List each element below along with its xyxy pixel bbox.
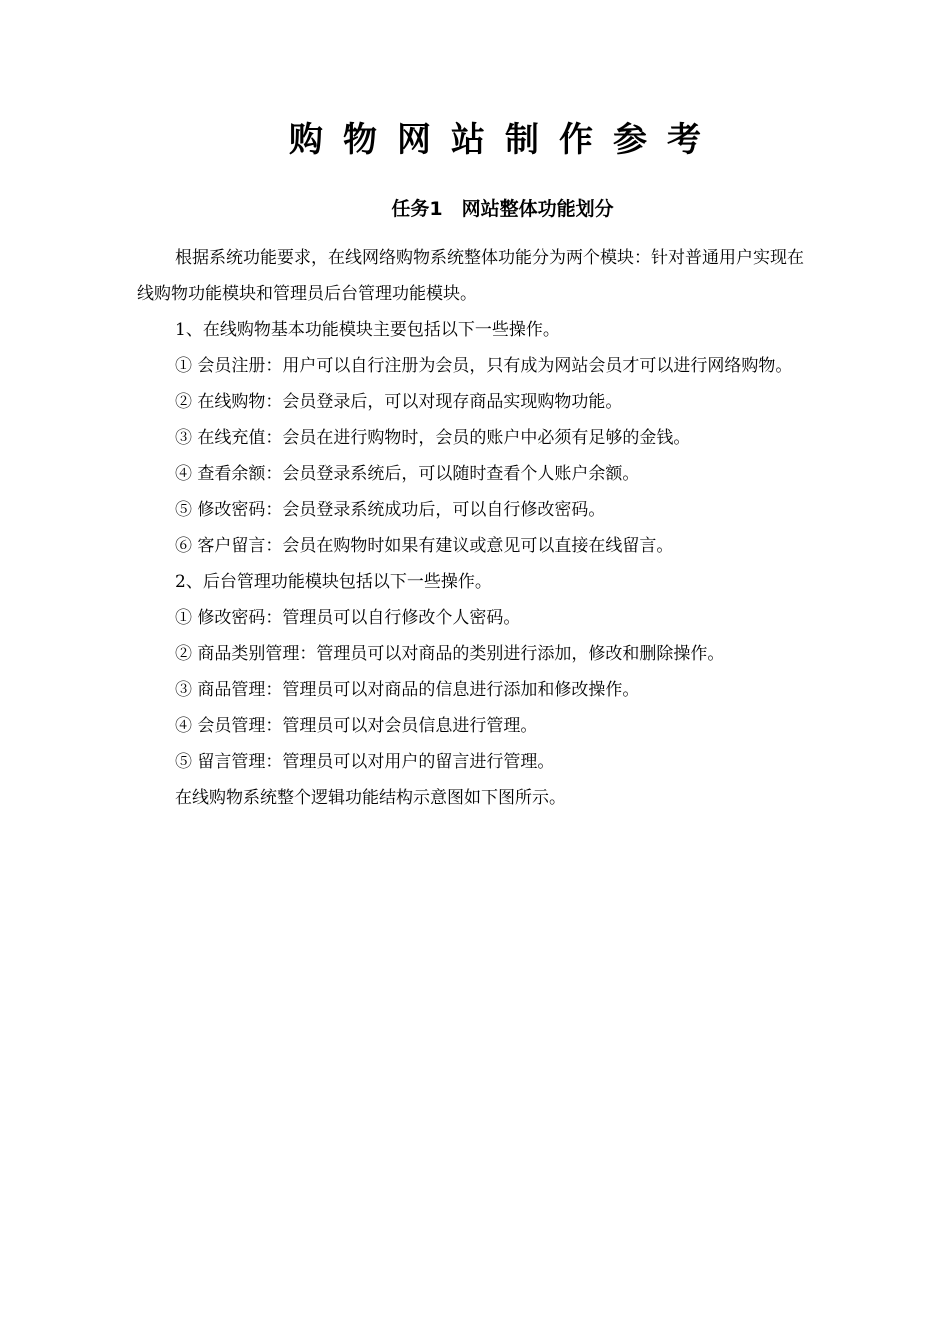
paragraph-diagram-note: 在线购物系统整个逻辑功能结构示意图如下图所示。	[175, 788, 566, 808]
document-title: 购物网站制作参考	[289, 120, 721, 160]
list-item: ③ 商品管理：管理员可以对商品的信息进行添加和修改操作。	[175, 680, 640, 700]
section-title: 任务1 网站整体功能划分	[391, 198, 614, 220]
document-body	[137, 240, 817, 816]
list-item: ① 会员注册：用户可以自行注册为会员，只有成为网站会员才可以进行网络购物。	[175, 356, 793, 376]
list-item: ⑥ 客户留言：会员在购物时如果有建议或意见可以直接在线留言。	[175, 536, 674, 556]
paragraph-module-2-heading: 2、后台管理功能模块包括以下一些操作。	[175, 572, 492, 592]
paragraph-module-1-heading: 1、在线购物基本功能模块主要包括以下一些操作。	[175, 320, 560, 340]
paragraph-intro: 根据系统功能要求，在线网络购物系统整体功能分为两个模块：针对普通用户实现在线购物功能模块和管理员后台管理功能模块。	[137, 248, 804, 304]
list-item: ② 商品类别管理：管理员可以对商品的类别进行添加，修改和删除操作。	[175, 644, 725, 664]
list-item: ③ 在线充值：会员在进行购物时，会员的账户中必须有足够的金钱。	[175, 428, 691, 448]
list-item: ⑤ 留言管理：管理员可以对用户的留言进行管理。	[175, 752, 555, 772]
list-item: ④ 查看余额：会员登录系统后，可以随时查看个人账户余额。	[175, 464, 640, 484]
list-item: ② 在线购物：会员登录后，可以对现存商品实现购物功能。	[175, 392, 623, 412]
list-item: ① 修改密码：管理员可以自行修改个人密码。	[175, 608, 521, 628]
list-item: ④ 会员管理：管理员可以对会员信息进行管理。	[175, 716, 538, 736]
list-item: ⑤ 修改密码：会员登录系统成功后，可以自行修改密码。	[175, 500, 606, 520]
